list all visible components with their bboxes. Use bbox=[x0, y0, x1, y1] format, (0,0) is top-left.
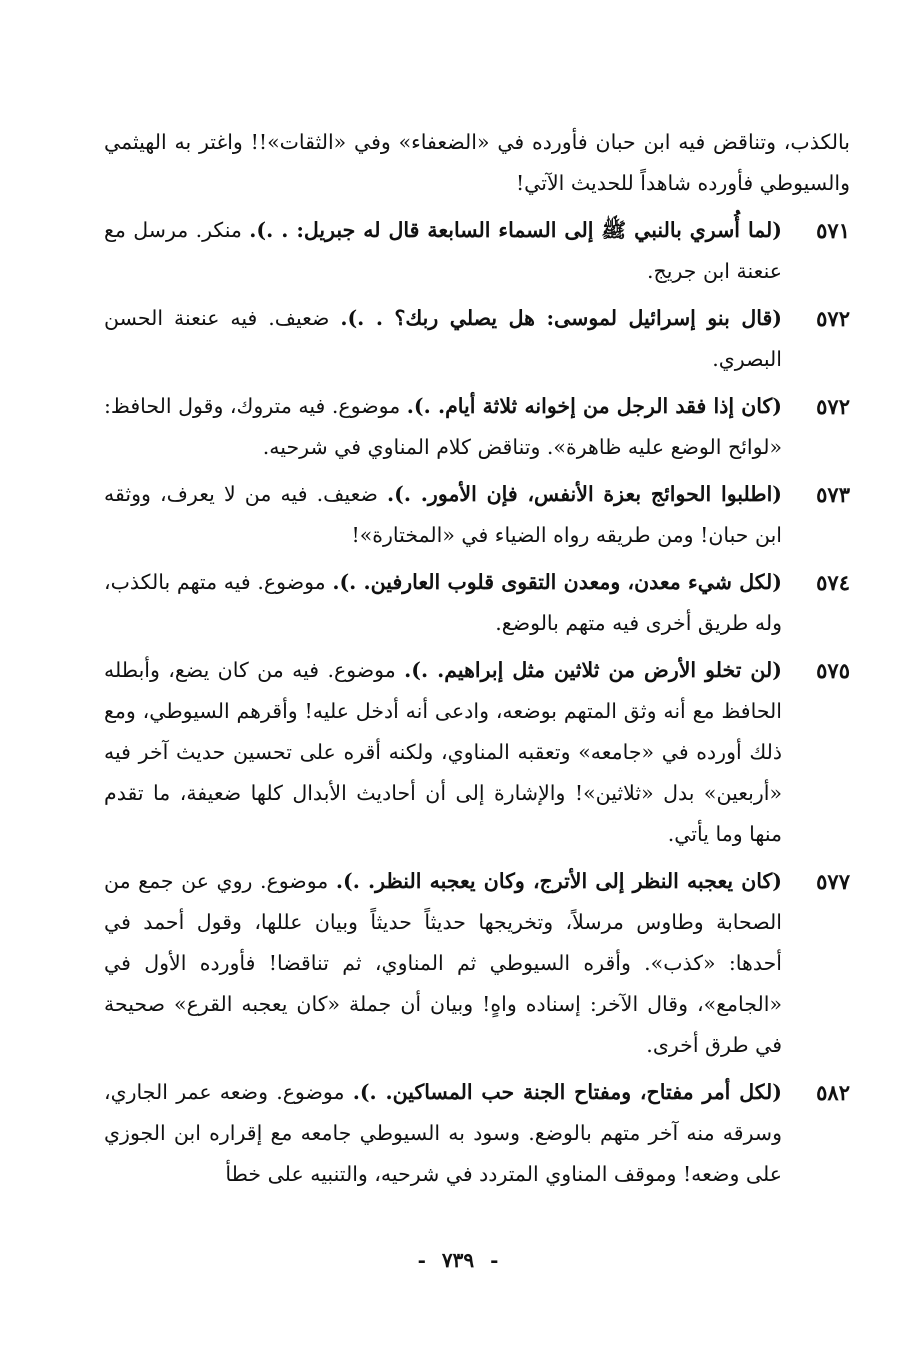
entry-commentary: موضوع. فيه متهم بالكذب، وله طريق أخرى فيه متهم بالوضع. bbox=[104, 570, 782, 635]
page-number: ٧٣٩ bbox=[441, 1248, 475, 1272]
hadith-text: (اطلبوا الحوائج بعزة الأنفس، فإن الأمور. .). bbox=[387, 482, 782, 506]
entry-3 bbox=[104, 474, 850, 556]
hadith-text: (كان إذا فقد الرجل من إخوانه ثلاثة أيام. .). bbox=[406, 394, 782, 418]
entry-number: ٥٨٢ bbox=[816, 1080, 850, 1105]
entry-number: ٥٧٤ bbox=[816, 570, 850, 595]
entry-number: ٥٧٣ bbox=[816, 482, 850, 507]
entry-commentary: منكر. مرسل مع عنعنة ابن جريج. bbox=[104, 218, 782, 283]
entry-number: ٥٧٥ bbox=[816, 658, 850, 683]
hadith-text: (لن تخلو الأرض من ثلاثين مثل إبراهيم. .). bbox=[404, 658, 782, 682]
entry-5 bbox=[104, 650, 850, 855]
entry-1 bbox=[104, 298, 850, 380]
hadith-text: (لما أُسري بالنبي ﷺ إلى السماء السابعة قال له جبريل: . .). bbox=[249, 218, 782, 242]
entry-7 bbox=[104, 1072, 850, 1195]
entry-commentary: موضوع. فيه متروك، وقول الحافظ: «لوائح الوضع عليه ظاهرة». وتناقض كلام المناوي في شرحيه. bbox=[104, 394, 782, 459]
entry-commentary: موضوع. وضعه عمر الجاري، وسرقه منه آخر متهم بالوضع. وسود به السيوطي جامعه مع إقراره ابن الجوزي على وضعه! وموقف المناوي المتردد في شرحيه، والتنبيه على خطأ bbox=[104, 1080, 782, 1186]
hadith-text: (قال بنو إسرائيل لموسى: هل يصلي ربك؟ . .). bbox=[340, 306, 782, 330]
entry-commentary: موضوع. روي عن جمع من الصحابة وطاوس مرسلاً، وتخريجها حديثاً حديثاً وبيان عللها، وقول أحمد في أحدها: «كذب». وأقره السيوطي ثم المناوي، ثم تناقضا! فأورده الأول في «الجامع»، وقال الآخر: إسناده واهٍ! وبيان أن جملة «كان يعجبه القرع» صحيحة في طرق أخرى. bbox=[104, 869, 782, 1057]
entry-commentary: ضعيف. فيه عنعنة الحسن البصري. bbox=[104, 306, 782, 371]
page-footer bbox=[0, 1248, 916, 1272]
entry-number: ٥٧٧ bbox=[816, 869, 850, 894]
entry-commentary: ضعيف. فيه من لا يعرف، ووثقه ابن حبان! ومن طريقه رواه الضياء في «المختارة»! bbox=[104, 482, 782, 547]
hadith-text: (لكل أمر مفتاح، ومفتاح الجنة حب المساكين. .). bbox=[352, 1080, 782, 1104]
entry-commentary: موضوع. فيه من كان يضع، وأبطله الحافظ مع أنه وثق المتهم بوضعه، وادعى أنه أدخل عليه! وأقرهم السيوطي، ومع ذلك أورده في «جامعه» وتعقبه المناوي، ولكنه أقره على تحسين حديث آخر فيه «أربعين» بدل «ثلاثين»! والإشارة إلى أن أحاديث الأبدال كلها ضعيفة، ما تقدم منها وما يأتي. bbox=[104, 658, 782, 846]
intro-paragraph: بالكذب، وتناقض فيه ابن حبان فأورده في «الضعفاء» وفي «الثقات»!! واغتر به الهيثمي والسيوطي فأورده شاهداً للحديث الآتي! bbox=[104, 130, 850, 195]
entry-4 bbox=[104, 562, 850, 644]
entry-6 bbox=[104, 861, 850, 1066]
footer-dash: - bbox=[490, 1248, 499, 1272]
entry-0 bbox=[104, 210, 850, 292]
hadith-text: (كان يعجبه النظر إلى الأترج، وكان يعجبه النظر. .). bbox=[335, 869, 782, 893]
footer-dash: - bbox=[417, 1248, 426, 1272]
entry-number: ٥٧٢ bbox=[816, 306, 850, 331]
entry-number: ٥٧٢ bbox=[816, 394, 850, 419]
page-body bbox=[104, 122, 850, 1201]
hadith-text: (لكل شيء معدن، ومعدن التقوى قلوب العارفين. .). bbox=[332, 570, 783, 594]
entry-2 bbox=[104, 386, 850, 468]
entry-number: ٥٧١ bbox=[816, 218, 850, 243]
